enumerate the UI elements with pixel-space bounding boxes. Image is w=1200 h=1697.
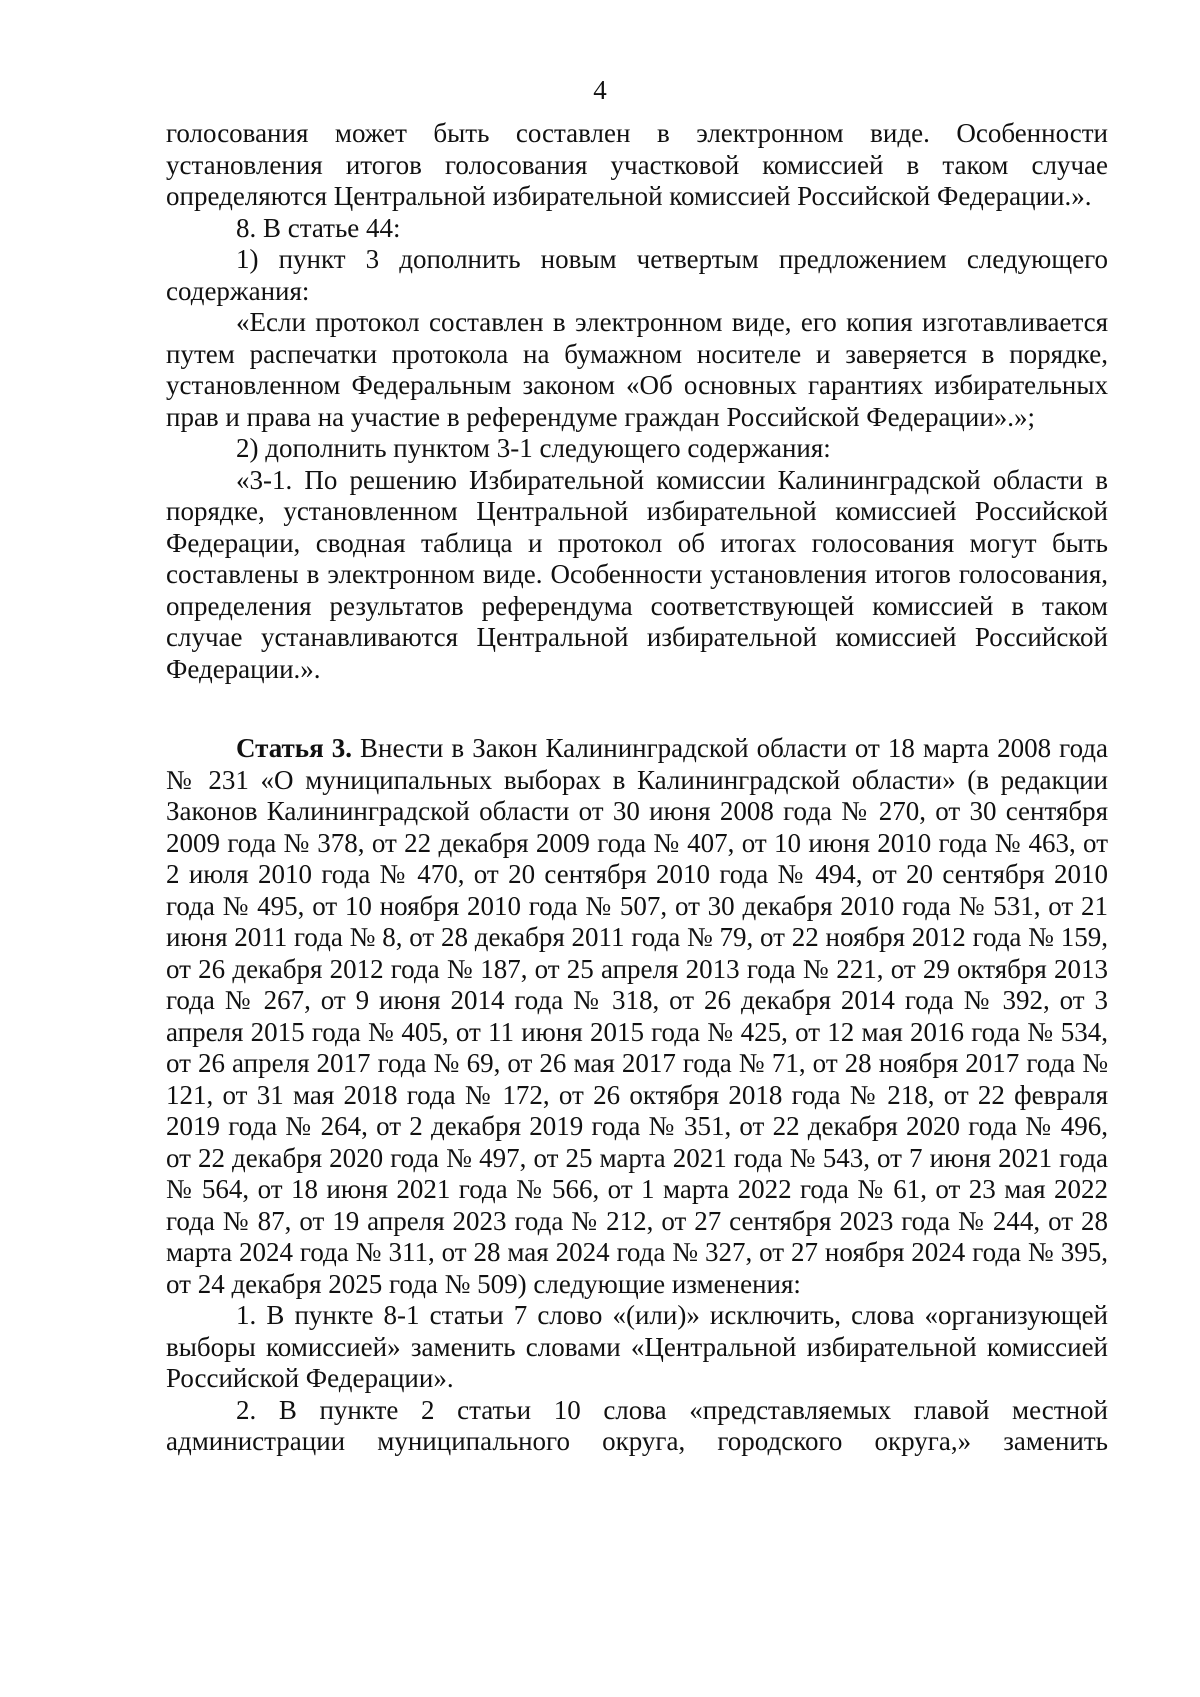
paragraph-quote-2: «3-1. По решению Избирательной комиссии Калининградской области в порядке, установленном Центральной избирательной комиссией Российской Федерации, сводная таблица и протокол об итогах голосования могут быть составлены в электронном виде. Особенности установления итогов голосования, определения результатов референдума соответствующей комиссией в таком случае устанавливаются Центральной избирательной комиссией Российской Федерации.». (166, 464, 1108, 684)
paragraph-quote-1: «Если протокол составлен в электронном виде, его копия изготавливается путем распечатки протокола на бумажном носителе и заверяется в порядке, установленном Федеральным законом «Об основных гарантиях избирательных прав и права на участие в референдуме граждан Российской Федерации».»; (166, 307, 1108, 432)
article-3-paragraph (166, 733, 1108, 1300)
paragraph-change-2: 2. В пункте 2 статьи 10 слова «представляемых главой местной администрации муниципального округа, городского округа,» заменить (166, 1394, 1108, 1456)
paragraph-continuation: голосования может быть составлен в электронном виде. Особенности установления итогов голосования участковой комиссией в таком случае определяются Центральной избирательной комиссией Российской Федерации.». (166, 118, 1108, 211)
section-gap (166, 685, 1108, 733)
page-number: 4 (593, 75, 607, 105)
paragraph-subitem-2: 2) дополнить пунктом 3-1 следующего содержания: (236, 433, 831, 463)
paragraph-item-8: 8. В статье 44: (236, 212, 401, 243)
document-body (166, 118, 1108, 1458)
article-3-text: Внести в Закон Калининградской области от 18 марта 2008 года № 231 «О муниципальных выборах в Калининградской области» (в редакции Законов Калининградской области от 30 июня 2008 года № 270, от 30 сентября 2009 года № 378, от 22 декабря 2009 года № 407, от 10 июня 2010 года № 463, от 2 июля 2010 года № 470, от 20 сентября 2010 года № 494, от 20 сентября 2010 года № 495, от 10 ноября 2010 года № 507, от 30 декабря 2010 года № 531, от 21 июня 2011 года № 8, от 28 декабря 2011 года № 79, от 22 ноября 2012 года № 159, от 26 декабря 2012 года № 187, от 25 апреля 2013 года № 221, от 29 октября 2013 года № 267, от 9 июня 2014 года № 318, от 26 декабря 2014 года № 392, от 3 апреля 2015 года № 405, от 11 июня 2015 года № 425, от 12 мая 2016 года № 534, от 26 апреля 2017 года № 69, от 26 мая 2017 года № 71, от 28 ноября 2017 года № 121, от 31 мая 2018 года № 172, от 26 октября 2018 года № 218, от 22 февраля 2019 года № 264, от 2 декабря 2019 года № 351, от 22 декабря 2020 года № 496, от 22 декабря 2020 года № 497, от 25 марта 2021 года № 543, от 7 июня 2021 года № 564, от 18 июня 2021 года № 566, от 1 марта 2022 года № 61, от 23 мая 2022 года № 87, от 19 апреля 2023 года № 212, от 27 сентября 2023 года № 244, от 28 марта 2024 года № 311, от 28 мая 2024 года № 327, от 27 ноября 2024 года № 395, от 24 декабря 2025 года № 509) следующие изменения: (166, 733, 1109, 1299)
paragraph-change-1: 1. В пункте 8-1 статьи 7 слово «(или)» исключить, слова «организующей выборы комиссией» заменить словами «Центральной избирательной комиссией Российской Федерации». (166, 1300, 1108, 1393)
article-3-heading: Статья 3. (236, 733, 352, 763)
paragraph-subitem-1: 1) пункт 3 дополнить новым четвертым предложением следующего содержания: (166, 244, 1108, 306)
